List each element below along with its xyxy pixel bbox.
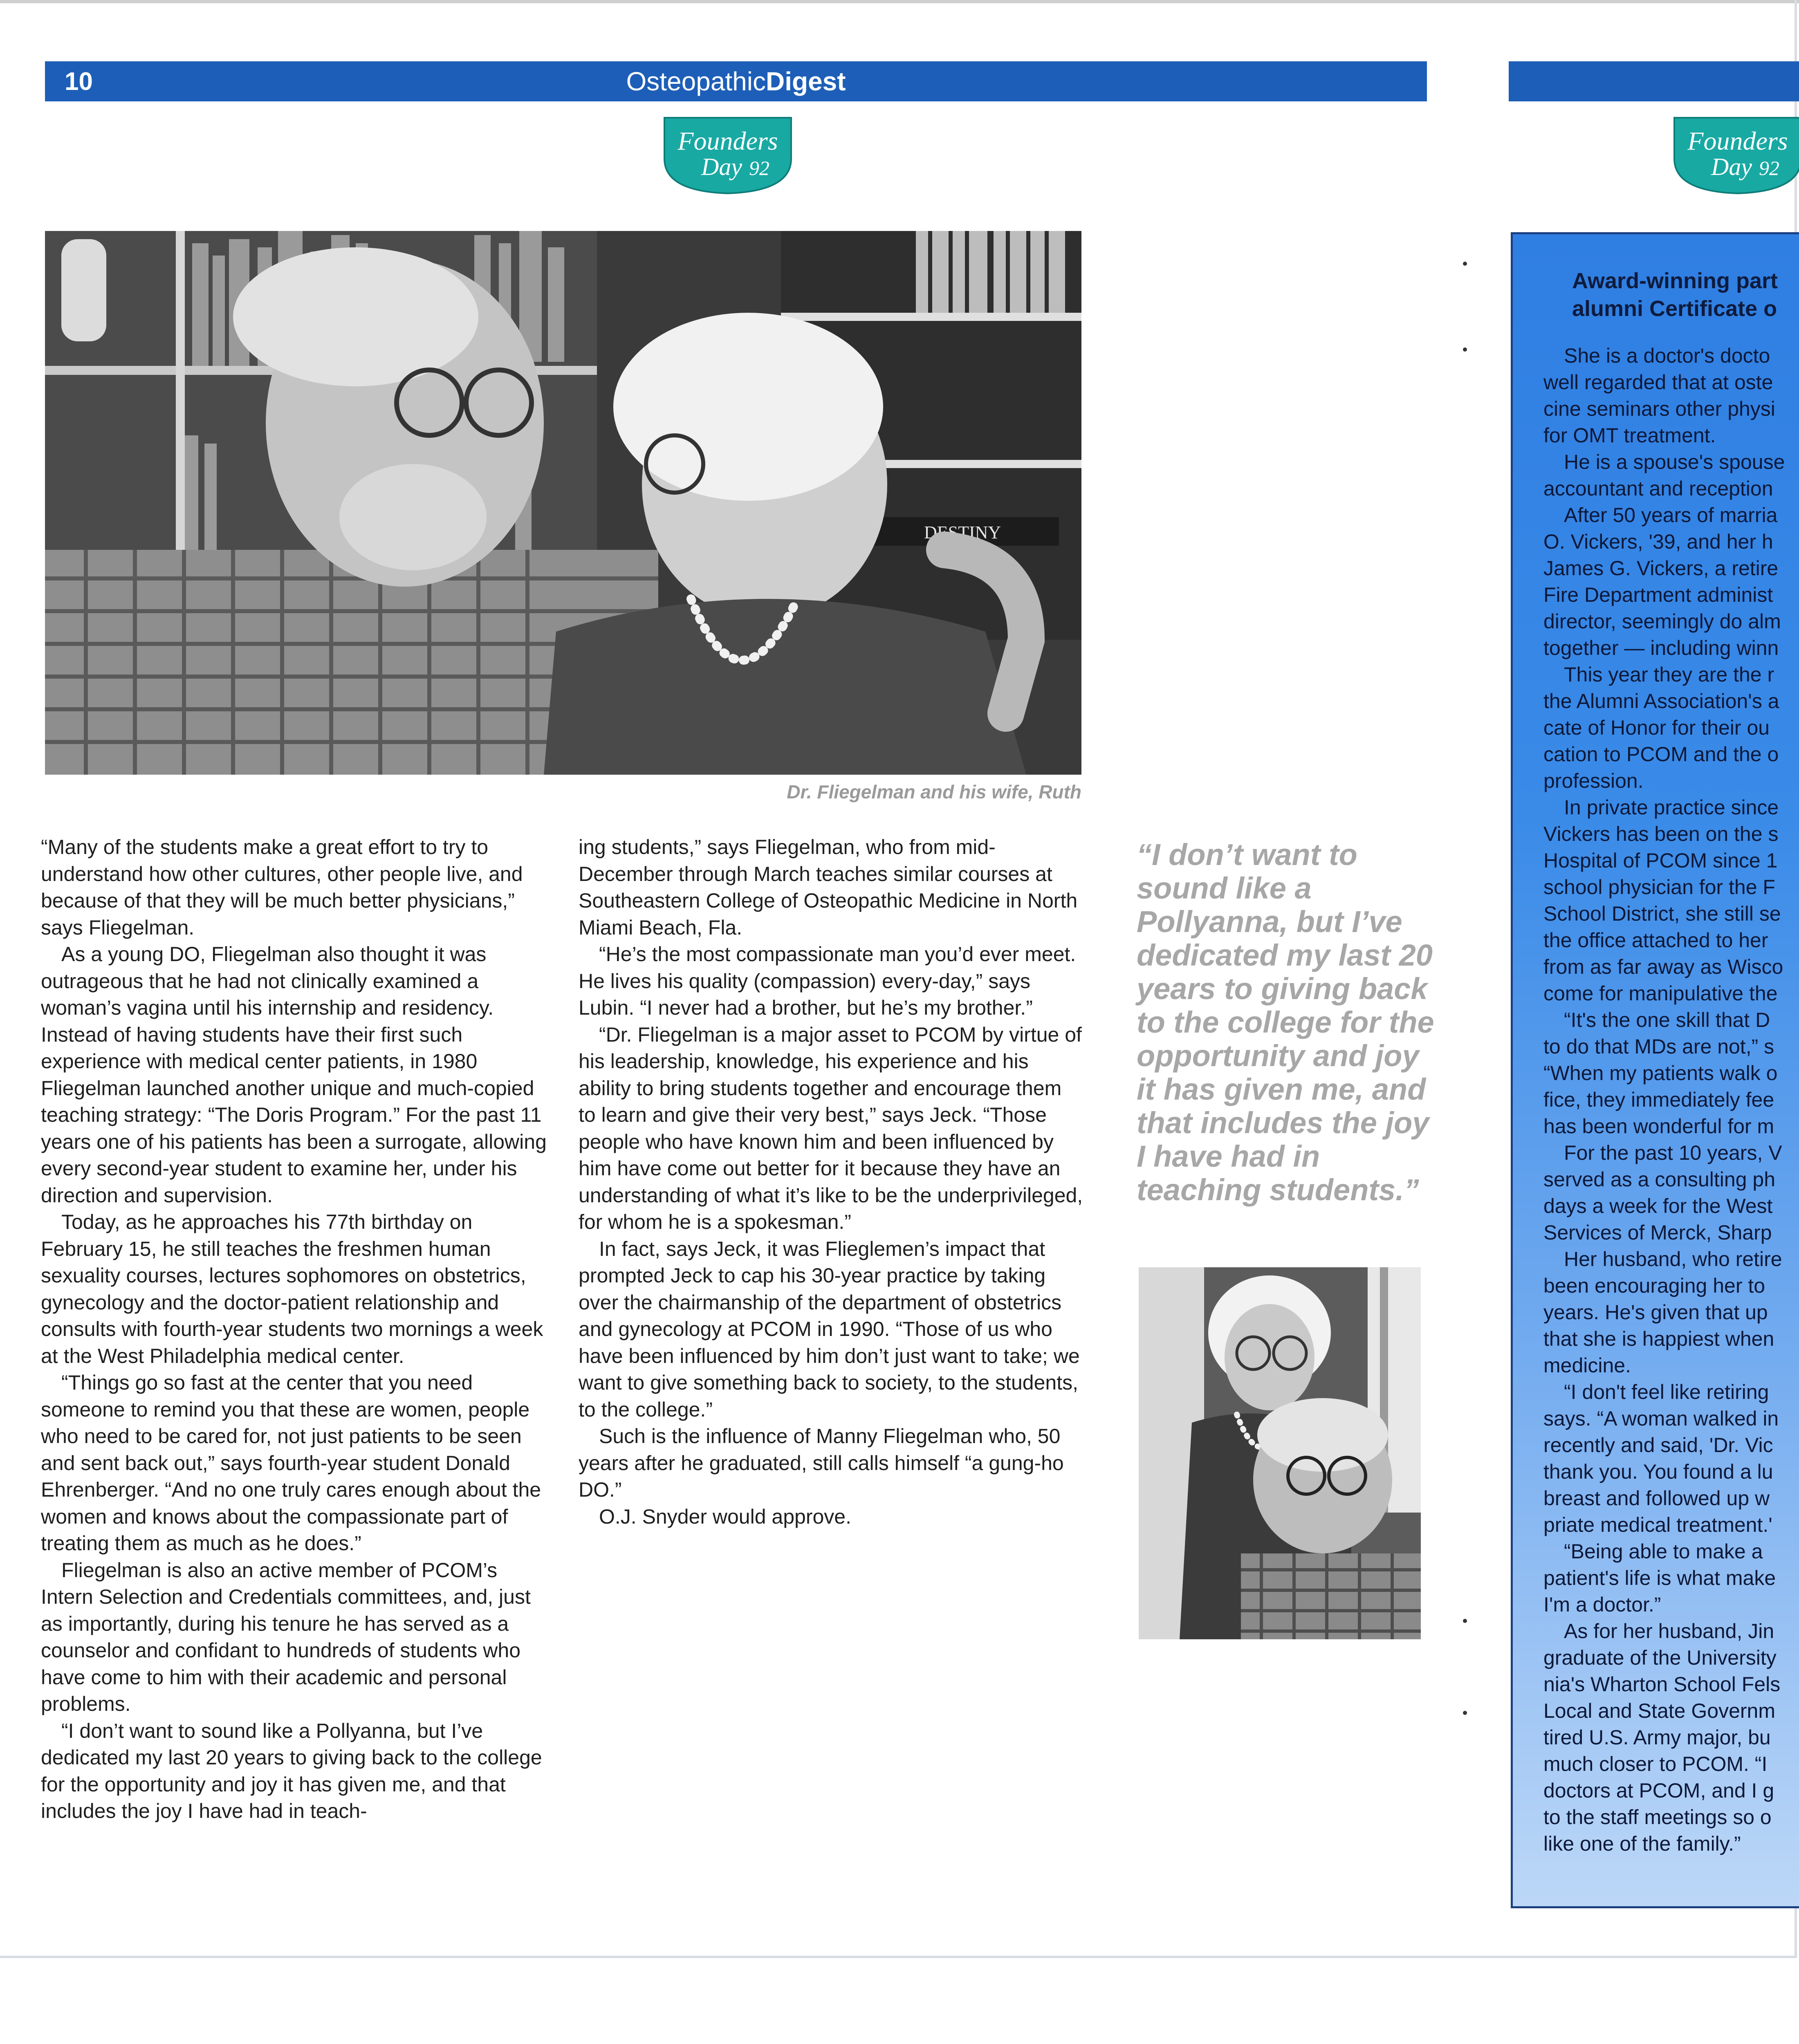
sidebar-line: tired U.S. Army major, bu (1543, 1726, 1771, 1749)
sidebar-line: to do that MDs are not,” s (1543, 1035, 1774, 1058)
badge-year: 92 (1759, 157, 1779, 179)
award-sidebar (1511, 232, 1799, 1908)
sidebar-line: profession. (1543, 769, 1644, 792)
sidebar-line: This year they are the r (1564, 663, 1774, 686)
sidebar-line: As for her husband, Jin (1564, 1620, 1774, 1643)
badge-year: 92 (749, 157, 769, 179)
sidebar-line: to the staff meetings so o (1543, 1806, 1772, 1829)
sidebar-line: graduate of the University (1543, 1646, 1777, 1669)
pull-quote: “I don’t want to sound like a Pollyanna, but I’ve dedicated my last 20 years to giving back to the college for the opportunity and joy it has given me, and that includes the joy I have had in teaching students.” (1137, 838, 1434, 1207)
header-bar-right-page (1509, 61, 1799, 101)
sidebar-line: recently and said, 'Dr. Vic (1543, 1434, 1773, 1457)
article-paragraph: “Many of the students make a great effort to try to understand how other cultures, other people live, and because of that they will be much better physicians,” says Fliegelman. (41, 836, 523, 939)
badge-line2: Day (701, 153, 742, 180)
article-paragraph: Today, as he approaches his 77th birthday on February 15, he still teaches the freshmen human sexuality courses, lectures sophomores on obstetrics, gynecology and the doctor-patient relationship and consults with fourth-year students two mornings a week at the West Philadelphia medical center. (41, 1210, 543, 1367)
sidebar-line: from as far away as Wisco (1543, 955, 1783, 978)
sidebar-line: “When my patients walk o (1543, 1062, 1778, 1085)
sidebar-line: thank you. You found a lu (1543, 1460, 1773, 1483)
book-spine-title: DESTINY (924, 522, 1001, 542)
sidebar-line: “It's the one skill that D (1564, 1009, 1770, 1031)
sidebar-line: has been wonderful for m (1543, 1115, 1774, 1138)
sidebar-line: days a week for the West (1543, 1195, 1773, 1217)
sidebar-line: fice, they immediately fee (1543, 1088, 1774, 1111)
magazine-title-light: Osteopathic (626, 67, 766, 96)
sidebar-title (1513, 267, 1799, 323)
sidebar-line: breast and followed up w (1543, 1487, 1770, 1510)
sidebar-line: that she is happiest when (1543, 1327, 1774, 1350)
sidebar-line: O. Vickers, '39, and her h (1543, 530, 1773, 553)
article-column-1 (41, 834, 548, 1825)
scan-speck (1463, 262, 1467, 266)
sidebar-line: director, seemingly do alm (1543, 610, 1781, 633)
sidebar-line: like one of the family.” (1543, 1832, 1741, 1855)
scan-speck (1463, 1711, 1467, 1715)
sidebar-line: School District, she still se (1543, 902, 1781, 925)
sidebar-line: Hospital of PCOM since 1 (1543, 849, 1778, 872)
article-paragraph: As a young DO, Fliegelman also thought it was outrageous that he had not clinically examined a woman’s vagina until his internship and residency. Instead of having students have their first such experience with medical center patients, in 1980 Fliegelman launched another unique and much-copied teaching strategy: “The Doris Program.” For the past 11 years one of his patients has been a surrogate, allowing every second-year student to examine her, under his direction and supervision. (41, 943, 547, 1207)
sidebar-line: says. “A woman walked in (1543, 1407, 1779, 1430)
sidebar-line: medicine. (1543, 1354, 1631, 1377)
sidebar-line: nia's Wharton School Fels (1543, 1673, 1781, 1696)
main-photo-couple (45, 231, 1081, 775)
badge-line1: Founders (677, 126, 778, 155)
sidebar-line: Vickers has been on the s (1543, 823, 1779, 845)
sidebar-line: Her husband, who retire (1564, 1248, 1782, 1271)
sidebar-line: I'm a doctor.” (1543, 1593, 1661, 1616)
badge-line2: Day (1711, 153, 1752, 180)
sidebar-line: cate of Honor for their ou (1543, 716, 1770, 739)
sidebar-line: In private practice since (1564, 796, 1779, 819)
sidebar-line: For the past 10 years, V (1564, 1141, 1782, 1164)
sidebar-body (1513, 343, 1799, 1857)
sidebar-line: been encouraging her to (1543, 1274, 1765, 1297)
founders-day-logo (660, 114, 795, 195)
sidebar-line: patient's life is what make (1543, 1567, 1776, 1589)
sidebar-line: After 50 years of marria (1564, 504, 1778, 527)
badge-line1: Founders (1687, 126, 1788, 155)
sidebar-line: priate medical treatment.' (1543, 1513, 1772, 1536)
sidebar-line: cation to PCOM and the o (1543, 743, 1779, 766)
photo-caption: Dr. Fliegelman and his wife, Ruth (787, 781, 1081, 802)
sidebar-line: Fire Department administ (1543, 583, 1773, 606)
sidebar-line: come for manipulative the (1543, 982, 1778, 1005)
sidebar-line: for OMT treatment. (1543, 424, 1716, 447)
sidebar-line: much closer to PCOM. “I (1543, 1753, 1768, 1775)
sidebar-line: “I don't feel like retiring (1564, 1381, 1769, 1403)
sidebar-line: James G. Vickers, a retire (1543, 557, 1779, 580)
scan-speck (1463, 1619, 1467, 1623)
sidebar-line: doctors at PCOM, and I g (1543, 1779, 1774, 1802)
sidebar-title-line: alumni Certificate o (1572, 296, 1777, 321)
sidebar-line: accountant and reception (1543, 477, 1773, 500)
scan-speck (1463, 347, 1467, 352)
sidebar-title-line: Award-winning part (1572, 269, 1778, 293)
small-photo-couple (1139, 1267, 1421, 1639)
sidebar-line: cine seminars other physi (1543, 397, 1775, 420)
article-paragraph: “Things go so fast at the center that you need someone to remind you that these are women, people who need to be cared for, not just patients to be seen and sent back out,” says fourth-year student Donald Ehrenberger. “And no one truly cares enough about the women and knows about the compassionate part of treating them as much as he does.” (41, 1371, 541, 1555)
magazine-title (45, 66, 1427, 96)
sidebar-line: well regarded that at oste (1543, 371, 1773, 394)
sidebar-line: school physician for the F (1543, 876, 1775, 899)
founders-day-logo-right-page (1670, 114, 1799, 195)
sidebar-line: Local and State Governm (1543, 1699, 1775, 1722)
sidebar-line: She is a doctor's docto (1564, 344, 1770, 367)
article-paragraph: ing students,” says Fliegelman, who from mid-December through March teaches similar courses at Southeastern College of Osteopathic Medicine in North Miami Beach, Fla. (579, 836, 1078, 939)
sidebar-line: served as a consulting ph (1543, 1168, 1776, 1191)
article-paragraph: “I don’t want to sound like a Pollyanna, but I’ve dedicated my last 20 years to giving back to the college for the opportunity and joy it has given me, and that includes the joy I have had in teach- (41, 1719, 542, 1822)
sidebar-line: the Alumni Association's a (1543, 690, 1779, 713)
article-paragraph: In fact, says Jeck, it was Flieglemen’s impact that prompted Jeck to cap his 30-year practice by taking over the chairmanship of the department of obstetrics and gynecology at PCOM in 1990. “Those of us who have been influenced by him don’t just want to take; we want to give something back to society, to the students, to the college.” (579, 1237, 1080, 1421)
sidebar-line: “Being able to make a (1564, 1540, 1763, 1563)
article-paragraph: Such is the influence of Manny Fliegelman who, 50 years after he graduated, still calls himself “a gung-ho DO.” (579, 1425, 1064, 1501)
sidebar-line: Services of Merck, Sharp (1543, 1221, 1772, 1244)
page-number: 10 (65, 67, 93, 96)
sidebar-line: the office attached to her (1543, 929, 1768, 952)
article-paragraph: Fliegelman is also an active member of PCOM’s Intern Selection and Credentials committees, and, just as importantly, during his tenure he has served as a counselor and confidant to hundreds of students who have come to him with their academic and personal problems. (41, 1558, 531, 1715)
article-paragraph: “He’s the most compassionate man you’d ever meet. He lives his quality (compassion) every-day,” says Lubin. “I never had a brother, but he’s my brother.” (579, 943, 1076, 1019)
article-paragraph: O.J. Snyder would approve. (599, 1505, 851, 1528)
sidebar-line: years. He's given that up (1543, 1301, 1768, 1324)
sidebar-line: He is a spouse's spouse (1564, 450, 1785, 473)
sidebar-line: together — including winn (1543, 637, 1779, 659)
article-paragraph: “Dr. Fliegelman is a major asset to PCOM by virtue of his leadership, knowledge, his experience and his ability to bring students together and encourage them to learn and give their very best,” says Jeck. “Those people who have known him and been influenced by him have come out better for it because they have an understanding of what it’s like to be the underprivileged, for whom he is a spokesman.” (579, 1023, 1083, 1233)
magazine-title-bold: Digest (765, 67, 846, 96)
header-bar (45, 61, 1427, 101)
article-column-2 (579, 834, 1083, 1530)
